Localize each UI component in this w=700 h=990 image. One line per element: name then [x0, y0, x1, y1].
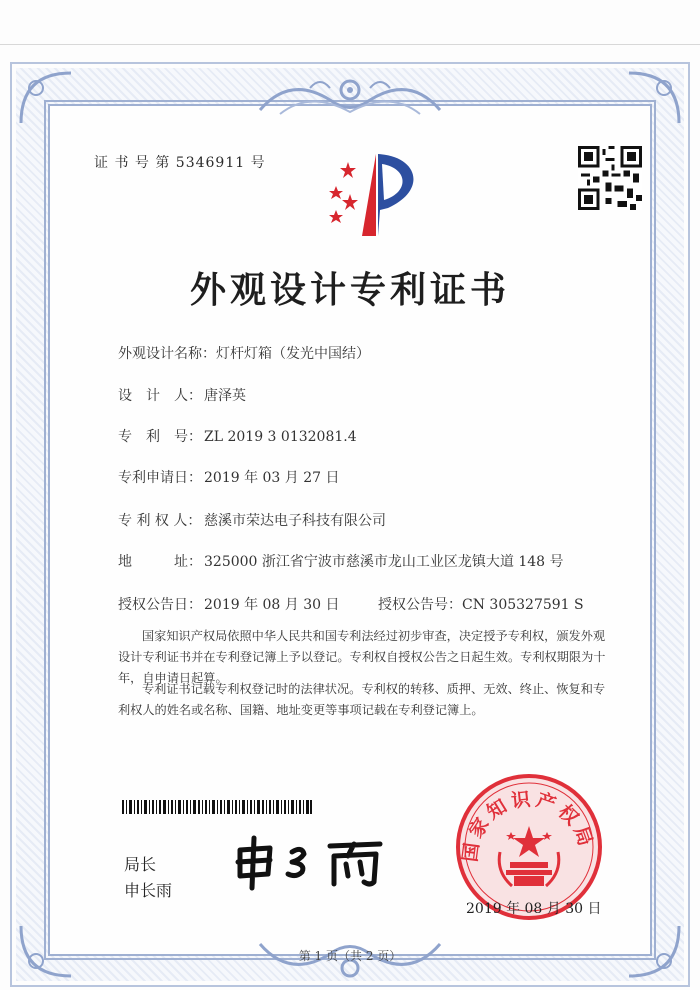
patent-number-row [118, 426, 357, 446]
patent-number-value: ZL 2019 3 0132081.4 [204, 429, 357, 445]
paragraph-line: 国家知识产权局依照中华人民共和国专利法经过初步审查，决定授予专利权，颁发外观 [142, 629, 606, 643]
grant-number-label: 授权公告号： [378, 597, 462, 613]
grant-number-row [378, 594, 584, 614]
filing-date-label: 专利申请日： [118, 470, 202, 486]
patentee-value: 慈溪市荣达电子科技有限公司 [204, 513, 386, 529]
design-name-value: 灯杆灯箱（发光中国结） [216, 346, 370, 362]
address-value: 325000 浙江省宁波市慈溪市龙山工业区龙镇大道 148 号 [204, 554, 564, 570]
designer-label: 设 计 人： [118, 388, 202, 404]
barcode-icon [122, 800, 312, 814]
handwritten-signature-icon [230, 832, 390, 892]
seal-text: 国家知识产权局 [459, 788, 598, 864]
director-name: 申长雨 [124, 881, 173, 900]
scan-edge-line [0, 44, 700, 45]
seal-date: 2019 年 08 月 30 日 [466, 901, 602, 917]
address-label: 地 址： [118, 554, 202, 570]
filing-date-value: 2019 年 03 月 27 日 [204, 470, 340, 486]
designer-value: 唐泽英 [204, 388, 246, 404]
designer-row [118, 385, 246, 405]
paragraph-line: 设计专利证书并在专利登记簿上予以登记。专利权自授权公告之日起生效。专利权期限为十 [118, 650, 606, 664]
director-title: 局长 [124, 855, 157, 874]
patent-office-logo-icon [318, 150, 428, 240]
patent-number-label: 专 利 号： [118, 429, 202, 445]
corner-ornament-icon [16, 68, 76, 128]
paragraph-line: 利权人的姓名或名称、国籍、地址变更等事项记载在专利登记簿上。 [118, 703, 484, 717]
certificate-title: 外观设计专利证书 [189, 270, 510, 311]
patentee-label: 专 利 权 人： [118, 513, 202, 529]
page-indicator: 第 1 页（共 2 页） [298, 949, 402, 963]
patentee-row [118, 510, 386, 530]
corner-ornament-icon [624, 68, 684, 128]
grant-date-row [118, 594, 340, 614]
grant-number-value: CN 305327591 S [462, 597, 584, 613]
paragraph-line: 专利证书记载专利权登记时的法律状况。专利权的转移、质押、无效、终止、恢复和专 [142, 682, 606, 696]
top-ornament-icon [250, 70, 450, 126]
design-name-label: 外观设计名称： [118, 346, 216, 362]
address-row [118, 551, 564, 571]
qr-code-icon [578, 146, 642, 210]
design-name-row [118, 343, 370, 363]
statement-paragraph-2 [118, 679, 630, 721]
filing-date-row [118, 467, 340, 487]
certificate-number: 证 书 号 第 5346911 号 [94, 155, 266, 171]
paragraph-line: 年，自申请日起算。 [118, 671, 228, 685]
grant-date-label: 授权公告日： [118, 597, 202, 613]
grant-date-value: 2019 年 08 月 30 日 [204, 597, 340, 613]
